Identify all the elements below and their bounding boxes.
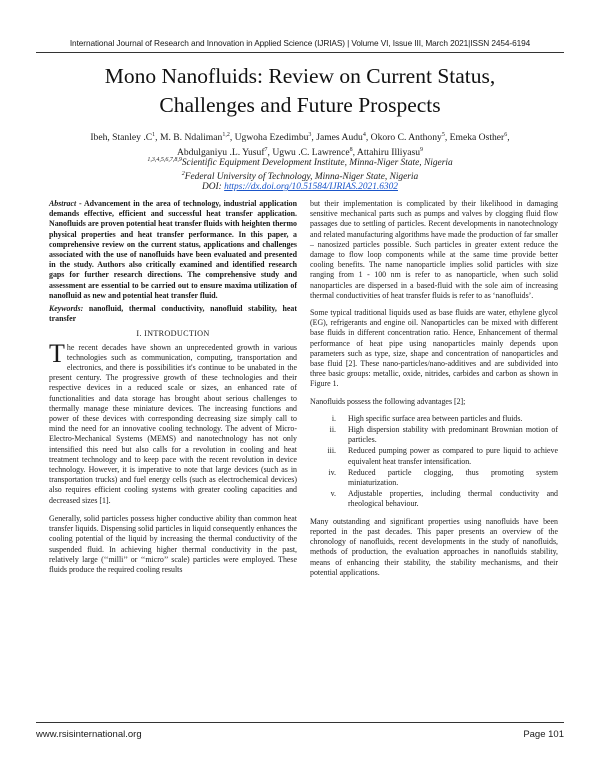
author: M. B. Ndaliman$^{1,2}$, (159, 132, 235, 144)
list-item: iii. Reduced pumping power as compared to pure liquid to achieve equivalent heat transfer intensification. (327, 446, 558, 466)
list-item: ii. High dispersion stability with predominant Brownian motion of particles. (329, 425, 558, 445)
list-item: i. High specific surface area between particles and fluids. (331, 413, 523, 423)
keywords-label: Keywords: (49, 304, 84, 314)
paper-title (40, 62, 560, 120)
advantages-list (310, 414, 558, 510)
doi: DOI: https://dx.doi.org/10.51584/IJRIAS.2021.6302 (202, 182, 398, 193)
list-item: v. Adjustable properties, including thermal conductivity and rheological behaviour. (330, 489, 558, 509)
body-paragraph: but their implementation is complicated by their likelihood in damaging sensitive mechanical parts such as pumps and valves by clogging fluid flow passages due to settling of particles. Recent developments in nanotechnology and related manufacturing algorithms have made the production of far smaller – nanosized particles possible. Such particles in greater extent reduce the damage to flow loop components while at the same time provide better cooling benefits. The name nanoparticle implies solid particles with size ranging from 1 - 100 nm is refer to as nanoparticle, when such solid nanoparticles are dispersed in a based-fluid with the sole aim of increasing thermal conductivities of heat transfer fluids is refer to as ‘nanofluids’. (310, 199, 558, 300)
title-line-2: Challenges and Future Prospects (159, 93, 441, 117)
author: Ibeh, Stanley $.C^1$, (90, 132, 160, 144)
title-line-1: Mono Nanofluids: Review on Current Status, (104, 64, 496, 88)
list-item: iv. Reduced particle clogging, thus promoting system miniaturization. (328, 467, 558, 488)
author: Attahiru Illiyasu$^9$ (356, 147, 424, 159)
page-number: Page 101 (523, 729, 564, 740)
affiliation-2: $^2$Federal University of Technology, Minna-Niger State, Nigeria (181, 170, 419, 182)
body-paragraph: Many outstanding and significant properties using nanofluids have been reported in the past decades. This paper presents an overview of the chronology of nanofluids, recent developments in the study of nanofluids, methods of production, the evaluation approaches in nanofluids stability, means of enhancing their stability, the stability mechanisms, and their potential applications. (310, 516, 558, 577)
section-heading: I. INTRODUCTION (136, 329, 210, 339)
keywords: Keywords: nanofluid, thermal conductivity, nanofluid stability, heat transfer (49, 304, 297, 324)
body-paragraph: Nanofluids possess the following advantages [2]; (310, 396, 466, 406)
right-column (310, 199, 558, 585)
intro-paragraph-2: Generally, solid particles possess higher conductive ability than common heat transfer liquids. Dispensing solid particles in liquid consequently enhances the cooling potential of the liquid by increasing the thermal conductivity of the suspended fluid. In achieving higher thermal conductivity in the past, relatively large (‘‘milli’’ or ‘‘micro’’ scale) particles were employed. These fluids produce the required cooling results (49, 513, 297, 574)
doi-link[interactable]: https://dx.doi.org/10.51584/IJRIAS.2021.6302 (224, 182, 398, 193)
left-column (49, 199, 297, 582)
header-rule (36, 52, 564, 53)
affiliations (40, 155, 560, 193)
author: James Audu$^4$, (316, 132, 371, 144)
author: Okoro C. Anthony$^5$, (370, 132, 450, 144)
body-paragraph: Some typical traditional liquids used as base fluids are water, ethylene glycol (EG), refrigerants and engine oil. Nanoparticles can be mixed with different base fluids in different concentration ratio. Hence, Enhancement of thermal performance of heat pipe using nanoparticles mainly depends upon parameters such as type, size, shape and concentration of nanoparticles and base fluid [2]. These nano-particles/nano-additives and are subdivided into three basic groups: metallic, oxide, nitrides, carbides and carbon as shown in Figure 1. (310, 308, 558, 389)
footer-rule (36, 722, 564, 723)
footer-website: www.rsisinternational.org (36, 729, 142, 740)
abstract: Abstract - Advancement in the area of technology, industrial application demands effective, efficient and successful heat transfer application. Nanofluids are proven potential heat transfer fluids with heighten thermo physical properties and heat transfer performance. In this paper, a comprehensive review on the current status, applications and challenges associated with the use of nanofluids have been evaluated and presented in the study. Authors also critically examined and identified research gaps for further research directions. The comprehensive study and assessment are essential to be carried out to ensure maxima utilization of nanofluid as new and potential heat transfer fluid. (49, 199, 297, 300)
drop-cap: T (49, 338, 65, 368)
author: Abdulganiyu .L. Yusuf$^7$, (176, 147, 273, 159)
journal-header: International Journal of Research and Innovation in Applied Science (IJRIAS) | Volume VI, Issue III, March 2021|ISSN 2454-6194 (69, 38, 531, 48)
affiliation-1: $^{1,3,4,5,6,7,8,9}$Scientific Equipment Development Institute, Minna-Niger State, Nigeria (147, 157, 453, 169)
author: Emeka Osther$^6$, (449, 132, 510, 144)
author-line-1 (40, 129, 560, 144)
author: Ugwoha Ezedimbu$^3$, (234, 132, 317, 144)
intro-paragraph-1: The recent decades have shown an unprecedented growth in various technologies such as communication, computing, transportation and electronics, and there is possibilities it's continue to be unabated in the present century. The progressive growth of these technologies and their respective devices in a reduced scale or sizes, an enhanced rate of functionalities and data storage has brought about serious challenges to thermally manage these miniature devices. The increasing functions and power of these devices with corresponding decreasing size simply call to mind the need for an innovative cooling technology. The advent of Micro-Electro-Mechanical Systems (MEMS) and nanotechnology has not only intensified this need but also calls for a revolution in cooling and heat treatment technology and to keep pace with the recent revolution in device technology. However, it is imperative to note that large devices (such as in transportation trucks) and fuel energy cells (such as electrochemical devices) also requires efficient cooling systems with greater cooling capacities and decreased sizes [1]. (49, 338, 297, 505)
abstract-label: Abstract (49, 199, 77, 208)
author: Ugwu .C. Lawrence$^8$, (272, 147, 357, 159)
